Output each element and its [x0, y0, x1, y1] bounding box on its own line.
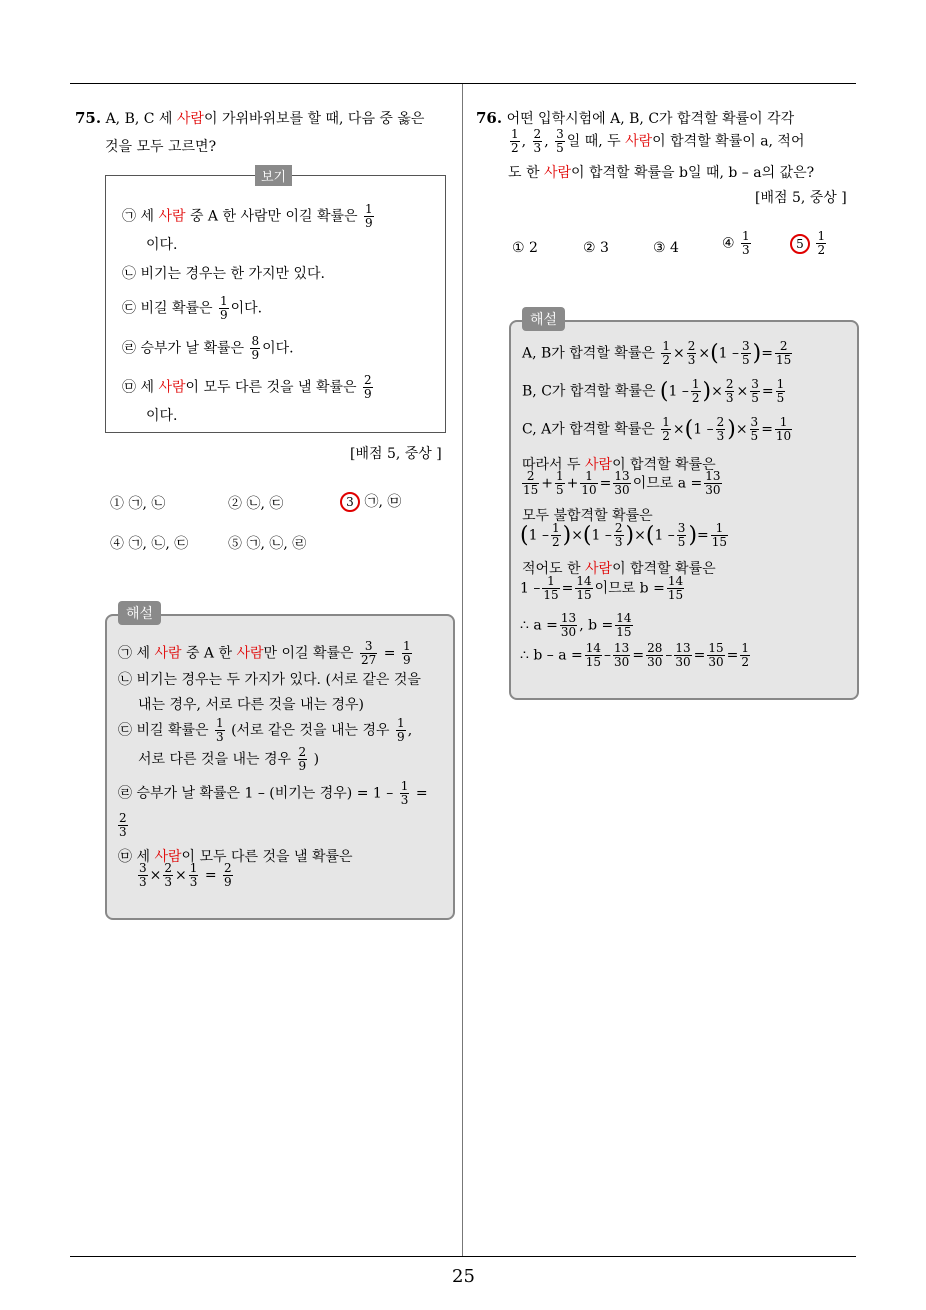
bogi-item-4 [122, 335, 294, 362]
sol75-line-1: ㉠ 세 사람 중 A 한 사람만 이길 확률은 $\frac{3}{27}$ = $\frac{1}{9}$ [118, 639, 411, 667]
item-highlight: 사람 [158, 208, 186, 225]
item-text: ㉤ 세 [122, 379, 159, 396]
answer-mark-icon: 3 [340, 492, 360, 512]
sol75-line-9: $\frac{3}{3}$ × $\frac{2}{3}$ × $\frac{1}{3}$ = $\frac{2}{9}$ [139, 861, 232, 889]
bogi-item-5-cont: 이다. [146, 408, 178, 424]
item-text: 이 모두 다른 것을 낼 확률은 [185, 379, 361, 396]
bottom-rule [70, 1256, 856, 1257]
sol76-line-5: $\frac{2}{15}$ + $\frac{1}{5}$ + $\frac{1}{10}$ = $\frac{13}{30}$ 이므로 a = $\frac{13}{30}$ [523, 469, 721, 497]
sol76-line-2: B, C가 합격할 확률은 (1 – $\frac{1}{2}$ )× $\frac{2}{3}$ × $\frac{3}{5}$ = $\frac{1}{5}$ [522, 377, 785, 405]
sol75-line-6: ㉣ 승부가 날 확률은 1 – (비기는 경우) = 1 – $\frac{1}{3}$ = [118, 779, 428, 807]
page-number: 25 [452, 1266, 475, 1287]
bogi-item-2: ㉡ 비기는 경우는 한 가지만 있다. [122, 266, 325, 282]
sol76-line-7: (1 – $\frac{1}{2}$ )×(1 – $\frac{2}{3}$ )×(1 – $\frac{3}{5}$ )= $\frac{1}{15}$ [520, 521, 728, 549]
sol75-line-3: 내는 경우, 서로 다른 것을 내는 경우) [138, 697, 364, 713]
fraction: $\frac{1}{9}$ [219, 294, 228, 322]
sol76-line-10: ∴ a = $\frac{13}{30}$ , b = $\frac{14}{15}$ [520, 611, 632, 639]
bogi-item-1 [122, 203, 376, 230]
choice-2[interactable]: ② 3 [583, 240, 609, 256]
item-highlight: 사람 [158, 379, 186, 396]
sol75-line-8: ㉤ 세 사람이 모두 다른 것을 낼 확률은 [118, 849, 353, 865]
item-text: ㉣ 승부가 날 확률은 [122, 340, 249, 357]
sol76-line-9: 1 – $\frac{1}{15}$ = $\frac{14}{15}$ 이므로 b = $\frac{14}{15}$ [520, 574, 684, 602]
choice-1[interactable]: ① ㉠, ㉡ [110, 496, 166, 512]
sol75-line-4: ㉢ 비길 확률은 $\frac{1}{3}$ (서로 같은 것을 내는 경우 $\frac{1}{9}$ , [118, 716, 413, 744]
fraction: $\frac{2}{9}$ [363, 373, 372, 401]
sol76-line-1: A, B가 합격할 확률은 $\frac{1}{2}$ × $\frac{2}{3}$ ×(1 – $\frac{3}{5}$ )= $\frac{2}{15}$ [522, 339, 792, 367]
choice-text: ④ [722, 235, 735, 252]
item-text: ㉠ 세 [122, 208, 159, 225]
score-label: [배점 5, 중상 ] [755, 190, 847, 206]
answer-mark-icon: 5 [790, 234, 810, 254]
score-label: [배점 5, 중상 ] [350, 446, 442, 462]
question-75-stem [75, 108, 424, 128]
choice-5[interactable]: ⑤ ㉠, ㉡, ㉣ [228, 536, 307, 552]
item-text: ㉢ 비길 확률은 [122, 300, 217, 317]
question-76-stem [476, 108, 794, 128]
sol76-line-4: 따라서 두 사람이 합격할 확률은 [522, 457, 716, 473]
solution-title: 해설 [118, 601, 161, 625]
choice-text: ㉠, ㉤ [364, 494, 402, 510]
choice-3[interactable]: ③ 4 [653, 240, 679, 256]
top-rule [70, 83, 856, 84]
choice-1[interactable]: ① 2 [512, 240, 538, 256]
question-number: 76. [476, 109, 503, 127]
question-number: 75. [75, 109, 102, 127]
bogi-item-5 [122, 374, 375, 401]
sol76-line-3: C, A가 합격할 확률은 $\frac{1}{2}$ ×(1 – $\frac{2}{3}$ )× $\frac{3}{5}$ = $\frac{1}{10}$ [522, 415, 792, 443]
stem-text: 어떤 입학시험에 A, B, C가 합격할 확률이 각각 [506, 111, 795, 127]
item-text: 이다. [230, 300, 263, 317]
question-75-stem-2: 것을 모두 고르면? [105, 139, 217, 155]
column-divider [462, 84, 463, 1256]
sol76-line-6: 모두 불합격할 확률은 [522, 508, 653, 524]
bogi-item-1-cont: 이다. [146, 237, 178, 253]
item-text: 중 A 한 사람만 이길 확률은 [185, 208, 363, 225]
bogi-title: 보기 [255, 165, 292, 186]
fraction: $\frac{8}{9}$ [251, 334, 260, 362]
sol75-line-5: 서로 다른 것을 내는 경우 $\frac{2}{9}$ ) [138, 745, 320, 773]
choice-3[interactable] [340, 491, 401, 512]
stem-text: 이 가위바위보를 할 때, 다음 중 옳은 [203, 111, 425, 127]
sol76-line-8: 적어도 한 사람이 합격할 확률은 [522, 561, 716, 577]
choice-5[interactable]: 5 $\frac{1}{2}$ [790, 230, 828, 257]
solution-title: 해설 [522, 307, 565, 331]
question-76-stem-3: 도 한 사람이 합격할 확률을 b일 때, b – a의 값은? [508, 165, 815, 181]
choice-4[interactable]: ④ ㉠, ㉡, ㉢ [110, 536, 189, 552]
stem-text: A, B, C 세 [105, 111, 177, 127]
sol76-line-11: ∴ b – a = $\frac{14}{15}$ – $\frac{13}{30}$ = $\frac{28}{30}$ – $\frac{13}{30}$ = $\frac{15}{30}$ = $\frac{1}{2}$ [520, 641, 750, 669]
sol75-line-7: $\frac{2}{3}$ [119, 811, 127, 839]
item-text: 이다. [262, 340, 294, 357]
choice-2[interactable]: ② ㉡, ㉢ [228, 496, 284, 512]
choice-4[interactable]: ④ $\frac{1}{3}$ [722, 229, 750, 257]
fraction: $\frac{1}{9}$ [365, 202, 373, 230]
question-76-stem-2: $\frac{1}{2}$ , $\frac{2}{3}$ , $\frac{3}{5}$ 일 때, 두 사람이 합격할 확률이 a, 적어 [511, 127, 805, 155]
stem-highlight: 사람 [176, 111, 204, 127]
bogi-item-3 [122, 295, 262, 322]
sol75-line-2: ㉡ 비기는 경우는 두 가지가 있다. (서로 같은 것을 [118, 672, 421, 688]
